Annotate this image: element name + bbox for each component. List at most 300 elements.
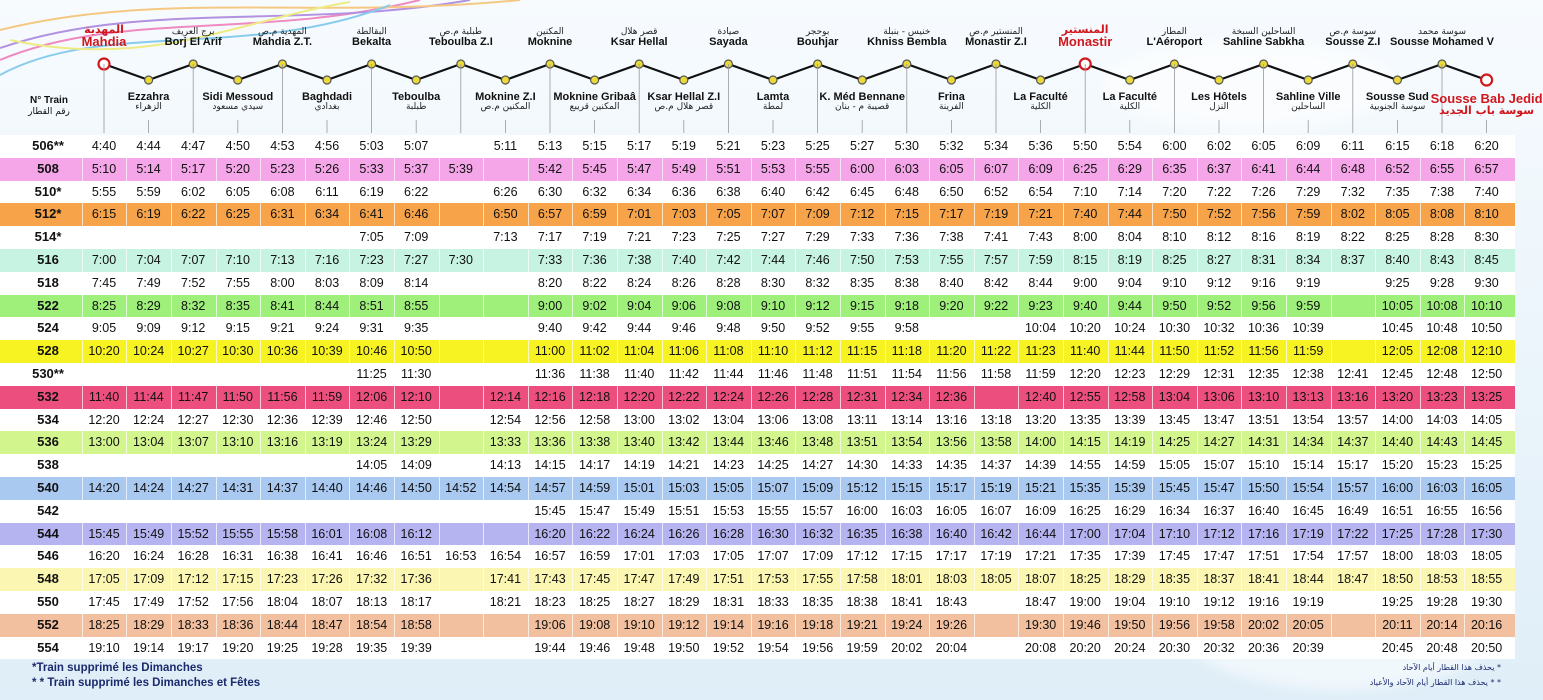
station-label bbox=[938, 92, 965, 112]
cell-divider bbox=[483, 317, 484, 340]
time-cell: 18:41 bbox=[891, 595, 923, 609]
time-cell: 18:44 bbox=[266, 617, 299, 632]
time-cell: 14:25 bbox=[757, 458, 789, 473]
time-cell: 16:20 bbox=[534, 526, 566, 541]
time-cell: 16:32 bbox=[801, 526, 834, 541]
time-cell: 12:24 bbox=[132, 412, 165, 427]
time-cell: 13:00 bbox=[623, 412, 655, 427]
time-cell: 6:41 bbox=[1251, 161, 1276, 176]
time-cell: 12:20 bbox=[1069, 367, 1101, 381]
time-cell: 11:02 bbox=[579, 344, 610, 359]
time-cell: 12:24 bbox=[712, 389, 745, 404]
time-cell: 16:40 bbox=[935, 526, 968, 541]
cell-divider bbox=[439, 226, 440, 249]
station-name-fr: Ezzahra bbox=[127, 91, 170, 103]
time-cell: 19:16 bbox=[1247, 595, 1280, 609]
time-cell: 11:51 bbox=[847, 367, 878, 381]
time-cell: 6:07 bbox=[983, 161, 1009, 176]
station-name-ar: سوسة باب الجديد bbox=[1439, 104, 1535, 118]
time-cell: 11:22 bbox=[980, 344, 1012, 359]
time-cell: 8:41 bbox=[270, 298, 295, 313]
cell-divider bbox=[305, 226, 306, 249]
time-cell: 5:10 bbox=[91, 161, 117, 176]
time-cell: 17:05 bbox=[88, 572, 120, 587]
time-cell: 14:24 bbox=[132, 481, 165, 495]
station-name-ar: البقالطة bbox=[356, 27, 387, 37]
time-cell: 8:34 bbox=[1296, 253, 1321, 267]
time-cell: 7:26 bbox=[1251, 184, 1276, 199]
time-cell: 9:09 bbox=[136, 321, 161, 336]
time-cell: 16:28 bbox=[712, 526, 745, 541]
station-name-ar: المهدية م.ص bbox=[257, 27, 307, 37]
time-cell: 8:55 bbox=[404, 298, 429, 313]
time-cell: 6:11 bbox=[315, 184, 339, 199]
time-cell: 11:25 bbox=[356, 367, 387, 381]
time-cell: 20:02 bbox=[1247, 617, 1280, 632]
time-cell: 15:21 bbox=[1024, 481, 1057, 495]
cell-divider bbox=[439, 523, 440, 546]
time-cell: 17:09 bbox=[801, 549, 834, 564]
time-cell: 5:55 bbox=[805, 161, 830, 176]
time-cell: 13:24 bbox=[355, 435, 388, 450]
station-name-fr: K. Méd Bennane bbox=[819, 91, 905, 103]
time-cell: 10:36 bbox=[1247, 321, 1280, 336]
time-cell: 5:30 bbox=[894, 139, 919, 153]
time-cell: 15:23 bbox=[1426, 458, 1458, 473]
station-label bbox=[352, 28, 391, 48]
time-cell: 11:36 bbox=[534, 367, 566, 381]
time-cell: 19:14 bbox=[132, 640, 165, 655]
cell-divider bbox=[1331, 340, 1332, 363]
time-cell: 9:24 bbox=[314, 321, 340, 336]
time-cell: 11:44 bbox=[133, 389, 164, 404]
station-name-fr: Sahline Sabkha bbox=[1222, 36, 1305, 49]
station-label bbox=[165, 28, 222, 48]
time-cell: 7:23 bbox=[359, 253, 384, 267]
station-name-fr: Les Hôtels bbox=[1191, 91, 1247, 103]
time-cell: 17:49 bbox=[668, 572, 700, 587]
train-number: 550 bbox=[37, 594, 59, 609]
cell-divider bbox=[439, 614, 440, 637]
time-cell: 7:30 bbox=[448, 253, 473, 267]
station-label bbox=[82, 24, 127, 48]
cell-divider bbox=[82, 500, 83, 523]
cell-divider bbox=[1331, 614, 1332, 637]
time-cell: 9:12 bbox=[1206, 275, 1232, 290]
time-cell: 10:50 bbox=[400, 344, 432, 359]
time-cell: 12:06 bbox=[355, 389, 388, 404]
time-cell: 6:00 bbox=[850, 161, 875, 176]
time-cell: 18:31 bbox=[712, 595, 745, 609]
time-cell: 7:42 bbox=[716, 253, 741, 267]
time-cell: 14:57 bbox=[534, 481, 566, 495]
cell-divider bbox=[439, 637, 440, 660]
time-cell: 8:28 bbox=[1429, 230, 1455, 245]
station-name-fr: Monastir Z.I bbox=[965, 36, 1027, 49]
time-cell: 16:05 bbox=[1470, 481, 1503, 495]
time-cell: 9:10 bbox=[760, 298, 786, 313]
cell-divider bbox=[439, 340, 440, 363]
time-cell: 7:09 bbox=[404, 230, 429, 245]
station-name-ar: الساحلين السبخة bbox=[1231, 27, 1296, 37]
time-cell: 7:40 bbox=[1073, 207, 1098, 222]
time-cell: 7:05 bbox=[359, 230, 384, 245]
time-cell: 12:40 bbox=[1024, 389, 1057, 404]
cell-divider bbox=[439, 431, 440, 454]
time-cell: 19:25 bbox=[266, 640, 299, 655]
time-cell: 13:25 bbox=[1470, 389, 1503, 404]
station-node bbox=[1481, 75, 1492, 86]
station-node bbox=[323, 76, 331, 84]
time-cell: 9:22 bbox=[983, 298, 1009, 313]
station-name-ar: المهدية bbox=[84, 23, 124, 36]
time-cell: 19:25 bbox=[1381, 595, 1414, 609]
station-name-ar: سوسة محمد bbox=[1418, 27, 1466, 37]
cell-divider bbox=[171, 363, 172, 386]
time-cell: 14:34 bbox=[1292, 435, 1324, 450]
cell-divider bbox=[439, 272, 440, 295]
table-row bbox=[0, 431, 1515, 454]
time-cell: 9:50 bbox=[1162, 298, 1187, 313]
station-name-fr: Moknine bbox=[527, 36, 573, 49]
time-cell: 6:45 bbox=[850, 184, 875, 199]
time-cell: 6:34 bbox=[627, 184, 652, 199]
time-cell: 14:27 bbox=[801, 458, 834, 473]
time-cell: 7:12 bbox=[850, 207, 875, 222]
time-cell: 18:23 bbox=[534, 595, 566, 609]
time-cell: 11:44 bbox=[713, 367, 744, 381]
time-cell: 16:37 bbox=[1203, 503, 1235, 518]
time-cell: 16:03 bbox=[891, 503, 923, 518]
time-cell: 9:10 bbox=[1162, 275, 1187, 290]
time-cell: 17:19 bbox=[980, 549, 1012, 564]
time-cell: 12:20 bbox=[88, 412, 120, 427]
time-cell: 17:39 bbox=[1114, 549, 1146, 564]
time-cell: 13:00 bbox=[88, 435, 120, 450]
station-label bbox=[819, 92, 905, 112]
time-cell: 10:32 bbox=[1203, 321, 1235, 336]
time-cell: 14:21 bbox=[668, 458, 700, 473]
time-cell: 14:15 bbox=[1069, 435, 1101, 450]
station-name-ar: برج العريف bbox=[171, 27, 215, 37]
time-cell: 19:00 bbox=[1069, 595, 1101, 609]
time-cell: 18:05 bbox=[980, 572, 1012, 587]
footnote-sunday-fr: *Train supprimé les Dimanches bbox=[32, 662, 203, 674]
time-cell: 8:14 bbox=[404, 275, 429, 290]
cell-divider bbox=[126, 500, 127, 523]
time-cell: 19:24 bbox=[891, 617, 923, 632]
time-cell: 7:17 bbox=[939, 207, 964, 222]
time-cell: 16:30 bbox=[757, 526, 789, 541]
time-cell: 16:59 bbox=[578, 549, 611, 564]
time-cell: 11:40 bbox=[624, 367, 655, 381]
time-cell: 18:44 bbox=[1292, 572, 1324, 587]
time-cell: 11:10 bbox=[757, 344, 789, 359]
time-cell: 8:44 bbox=[314, 298, 340, 313]
time-cell: 20:04 bbox=[935, 640, 968, 655]
time-cell: 12:08 bbox=[1426, 344, 1458, 359]
train-number: 510* bbox=[34, 183, 62, 199]
time-cell: 11:00 bbox=[534, 344, 566, 359]
train-number: 524 bbox=[37, 320, 59, 336]
time-cell: 20:11 bbox=[1382, 617, 1413, 632]
time-cell: 12:30 bbox=[222, 412, 254, 427]
time-cell: 14:52 bbox=[445, 481, 477, 495]
time-cell: 11:23 bbox=[1025, 344, 1056, 359]
time-cell: 13:10 bbox=[222, 435, 254, 450]
time-cell: 18:58 bbox=[400, 617, 432, 632]
time-cell: 16:24 bbox=[132, 549, 165, 564]
time-cell: 10:24 bbox=[1114, 321, 1146, 336]
time-cell: 14:40 bbox=[311, 481, 343, 495]
time-cell: 5:17 bbox=[627, 139, 652, 153]
time-cell: 7:04 bbox=[136, 253, 161, 267]
time-cell: 7:21 bbox=[1028, 207, 1053, 222]
time-cell: 13:40 bbox=[623, 435, 655, 450]
time-cell: 15:07 bbox=[757, 481, 789, 495]
time-cell: 19:08 bbox=[578, 617, 611, 632]
time-cell: 5:27 bbox=[850, 139, 875, 153]
time-cell: 9:25 bbox=[1385, 275, 1410, 290]
time-cell: 5:32 bbox=[939, 139, 964, 153]
time-cell: 8:03 bbox=[314, 275, 340, 290]
time-cell: 13:45 bbox=[1158, 412, 1191, 427]
time-cell: 14:43 bbox=[1426, 435, 1458, 450]
station-name-ar: المنستير م.ص bbox=[969, 27, 1023, 37]
time-cell: 5:45 bbox=[582, 161, 607, 176]
time-cell: 5:36 bbox=[1028, 139, 1053, 153]
time-cell: 8:12 bbox=[1206, 230, 1232, 245]
time-cell: 14:00 bbox=[1381, 412, 1414, 427]
time-cell: 17:25 bbox=[1381, 526, 1414, 541]
table-row bbox=[0, 386, 1515, 409]
station-name-ar: قصر هلال م.ص bbox=[654, 102, 714, 113]
time-cell: 6:09 bbox=[1296, 139, 1321, 153]
time-cell: 12:29 bbox=[1158, 367, 1191, 381]
time-cell: 14:33 bbox=[891, 458, 923, 473]
station-node bbox=[1037, 76, 1045, 84]
station-node bbox=[591, 76, 599, 84]
time-cell: 6:08 bbox=[270, 184, 295, 199]
time-cell: 19:44 bbox=[534, 640, 566, 655]
time-cell: 6:19 bbox=[359, 184, 384, 199]
time-cell: 8:42 bbox=[983, 275, 1009, 290]
station-node bbox=[858, 76, 866, 84]
time-cell: 7:35 bbox=[1385, 184, 1410, 199]
station-name-ar: الفرينة bbox=[938, 102, 964, 113]
train-number: 534 bbox=[37, 411, 59, 427]
time-cell: 5:55 bbox=[91, 184, 117, 199]
time-cell: 7:07 bbox=[181, 253, 206, 267]
time-cell: 4:50 bbox=[225, 139, 250, 153]
time-cell: 7:05 bbox=[716, 207, 741, 222]
time-cell: 7:40 bbox=[671, 253, 696, 267]
time-cell: 12:50 bbox=[400, 412, 432, 427]
time-cell: 18:38 bbox=[846, 595, 878, 609]
time-cell: 19:52 bbox=[712, 640, 745, 655]
time-cell: 9:19 bbox=[1296, 275, 1321, 290]
time-cell: 11:50 bbox=[1159, 344, 1190, 359]
time-cell: 15:47 bbox=[578, 503, 611, 518]
time-cell: 11:59 bbox=[1025, 367, 1056, 381]
time-cell: 9:40 bbox=[1073, 298, 1098, 313]
station-name-fr: Bekalta bbox=[352, 36, 392, 49]
station-name-ar: المنستير bbox=[1061, 23, 1109, 36]
time-cell: 12:20 bbox=[623, 389, 655, 404]
time-cell: 11:30 bbox=[401, 367, 432, 381]
time-cell: 7:36 bbox=[582, 253, 607, 267]
station-label bbox=[202, 92, 273, 112]
table-row bbox=[0, 523, 1515, 546]
time-cell: 11:40 bbox=[88, 389, 120, 404]
station-name-fr: Sousse Z.I bbox=[1325, 36, 1381, 49]
time-cell: 8:43 bbox=[1429, 253, 1455, 267]
time-cell: 16:38 bbox=[266, 549, 299, 564]
cell-divider bbox=[349, 500, 350, 523]
time-cell: 18:53 bbox=[1426, 572, 1458, 587]
time-cell: 17:01 bbox=[623, 549, 655, 564]
time-cell: 18:43 bbox=[935, 595, 968, 609]
station-name-ar: صيادة bbox=[717, 27, 740, 37]
time-cell: 6:50 bbox=[939, 184, 964, 199]
time-cell: 7:59 bbox=[1296, 207, 1321, 222]
station-label bbox=[1276, 92, 1341, 112]
time-cell: 17:05 bbox=[712, 549, 745, 564]
time-cell: 13:06 bbox=[757, 412, 789, 427]
cell-divider bbox=[439, 317, 440, 340]
time-cell: 20:36 bbox=[1247, 640, 1280, 655]
time-cell: 18:04 bbox=[266, 595, 299, 609]
time-cell: 18:35 bbox=[801, 595, 834, 609]
time-cell: 6:20 bbox=[1474, 139, 1499, 153]
time-cell: 8:35 bbox=[850, 275, 875, 290]
time-cell: 10:20 bbox=[88, 344, 120, 359]
time-cell: 16:07 bbox=[980, 503, 1012, 518]
time-cell: 9:40 bbox=[537, 321, 563, 336]
time-cell: 20:05 bbox=[1292, 617, 1324, 632]
time-cell: 6:40 bbox=[760, 184, 786, 199]
cell-divider bbox=[974, 386, 975, 409]
station-name-ar: طبلبة bbox=[405, 102, 427, 113]
time-cell: 17:16 bbox=[1247, 526, 1280, 541]
time-cell: 8:25 bbox=[1162, 253, 1187, 267]
time-cell: 13:04 bbox=[712, 412, 745, 427]
time-cell: 6:55 bbox=[1429, 161, 1455, 176]
time-cell: 7:15 bbox=[894, 207, 919, 222]
table-row bbox=[0, 340, 1515, 363]
station-label bbox=[611, 28, 668, 48]
table-row bbox=[0, 181, 1515, 204]
time-cell: 18:13 bbox=[355, 595, 388, 609]
time-cell: 17:47 bbox=[623, 572, 655, 587]
time-cell: 5:37 bbox=[404, 161, 429, 176]
time-cell: 17:36 bbox=[400, 572, 432, 587]
time-cell: 14:05 bbox=[1470, 412, 1503, 427]
time-cell: 19:20 bbox=[222, 640, 254, 655]
time-cell: 9:04 bbox=[627, 298, 652, 313]
time-cell: 6:34 bbox=[314, 207, 340, 222]
time-cell: 14:00 bbox=[1024, 435, 1057, 450]
time-cell: 19:14 bbox=[712, 617, 745, 632]
time-cell: 17:55 bbox=[801, 572, 834, 587]
time-cell: 7:38 bbox=[1429, 184, 1455, 199]
time-cell: 8:25 bbox=[1385, 230, 1410, 245]
time-cell: 17:15 bbox=[222, 572, 254, 587]
time-cell: 4:44 bbox=[136, 139, 161, 153]
time-cell: 12:14 bbox=[489, 389, 522, 404]
time-cell: 5:03 bbox=[359, 139, 384, 153]
time-cell: 18:55 bbox=[1470, 572, 1503, 587]
time-cell: 8:38 bbox=[894, 275, 919, 290]
time-cell: 5:21 bbox=[716, 139, 741, 153]
time-cell: 9:23 bbox=[1028, 298, 1053, 313]
time-cell: 6:09 bbox=[1028, 161, 1053, 176]
time-cell: 16:40 bbox=[1247, 503, 1280, 518]
time-cell: 9:08 bbox=[716, 298, 741, 313]
time-cell: 12:36 bbox=[935, 389, 968, 404]
time-cell: 7:57 bbox=[983, 253, 1009, 267]
time-cell: 14:59 bbox=[578, 481, 611, 495]
time-cell: 14:27 bbox=[177, 481, 209, 495]
time-cell: 16:42 bbox=[980, 526, 1012, 541]
time-cell: 15:47 bbox=[1203, 481, 1235, 495]
time-cell: 12:27 bbox=[177, 412, 209, 427]
time-cell: 11:12 bbox=[802, 344, 833, 359]
time-cell: 18:54 bbox=[355, 617, 388, 632]
time-cell: 17:22 bbox=[1337, 526, 1369, 541]
time-cell: 6:54 bbox=[1028, 184, 1053, 199]
cell-divider bbox=[1331, 317, 1332, 340]
time-cell: 7:50 bbox=[850, 253, 875, 267]
time-cell: 14:30 bbox=[846, 458, 878, 473]
time-cell: 7:22 bbox=[1206, 184, 1232, 199]
station-name-fr: Sidi Messoud bbox=[202, 91, 274, 103]
time-cell: 16:34 bbox=[1158, 503, 1191, 518]
time-cell: 14:40 bbox=[1381, 435, 1414, 450]
time-cell: 13:56 bbox=[935, 435, 968, 450]
cell-divider bbox=[439, 181, 440, 204]
time-cell: 8:26 bbox=[671, 275, 696, 290]
cell-divider bbox=[439, 591, 440, 614]
cell-divider bbox=[171, 454, 172, 477]
time-cell: 19:26 bbox=[935, 617, 968, 632]
table-row bbox=[0, 249, 1515, 272]
time-cell: 6:37 bbox=[1206, 161, 1232, 176]
time-cell: 11:06 bbox=[668, 344, 699, 359]
time-cell: 8:44 bbox=[1028, 275, 1053, 290]
time-cell: 15:39 bbox=[1114, 481, 1146, 495]
time-cell: 7:29 bbox=[1296, 184, 1321, 199]
time-cell: 20:14 bbox=[1426, 617, 1458, 632]
time-cell: 7:19 bbox=[582, 230, 607, 245]
time-cell: 9:50 bbox=[760, 321, 786, 336]
time-cell: 6:25 bbox=[225, 207, 250, 222]
time-cell: 18:07 bbox=[311, 595, 343, 609]
station-label bbox=[1147, 28, 1203, 48]
time-cell: 8:40 bbox=[939, 275, 964, 290]
time-cell: 18:00 bbox=[1381, 549, 1414, 564]
time-cell: 12:56 bbox=[534, 412, 566, 427]
time-cell: 18:29 bbox=[668, 595, 700, 609]
time-cell: 6:48 bbox=[1340, 161, 1365, 176]
station-label bbox=[1103, 92, 1157, 112]
station-label bbox=[128, 92, 170, 112]
time-cell: 6:22 bbox=[181, 207, 206, 222]
train-number: 522 bbox=[37, 297, 59, 313]
time-cell: 15:01 bbox=[623, 481, 655, 495]
station-label bbox=[1431, 92, 1543, 116]
time-cell: 16:55 bbox=[1426, 503, 1458, 518]
